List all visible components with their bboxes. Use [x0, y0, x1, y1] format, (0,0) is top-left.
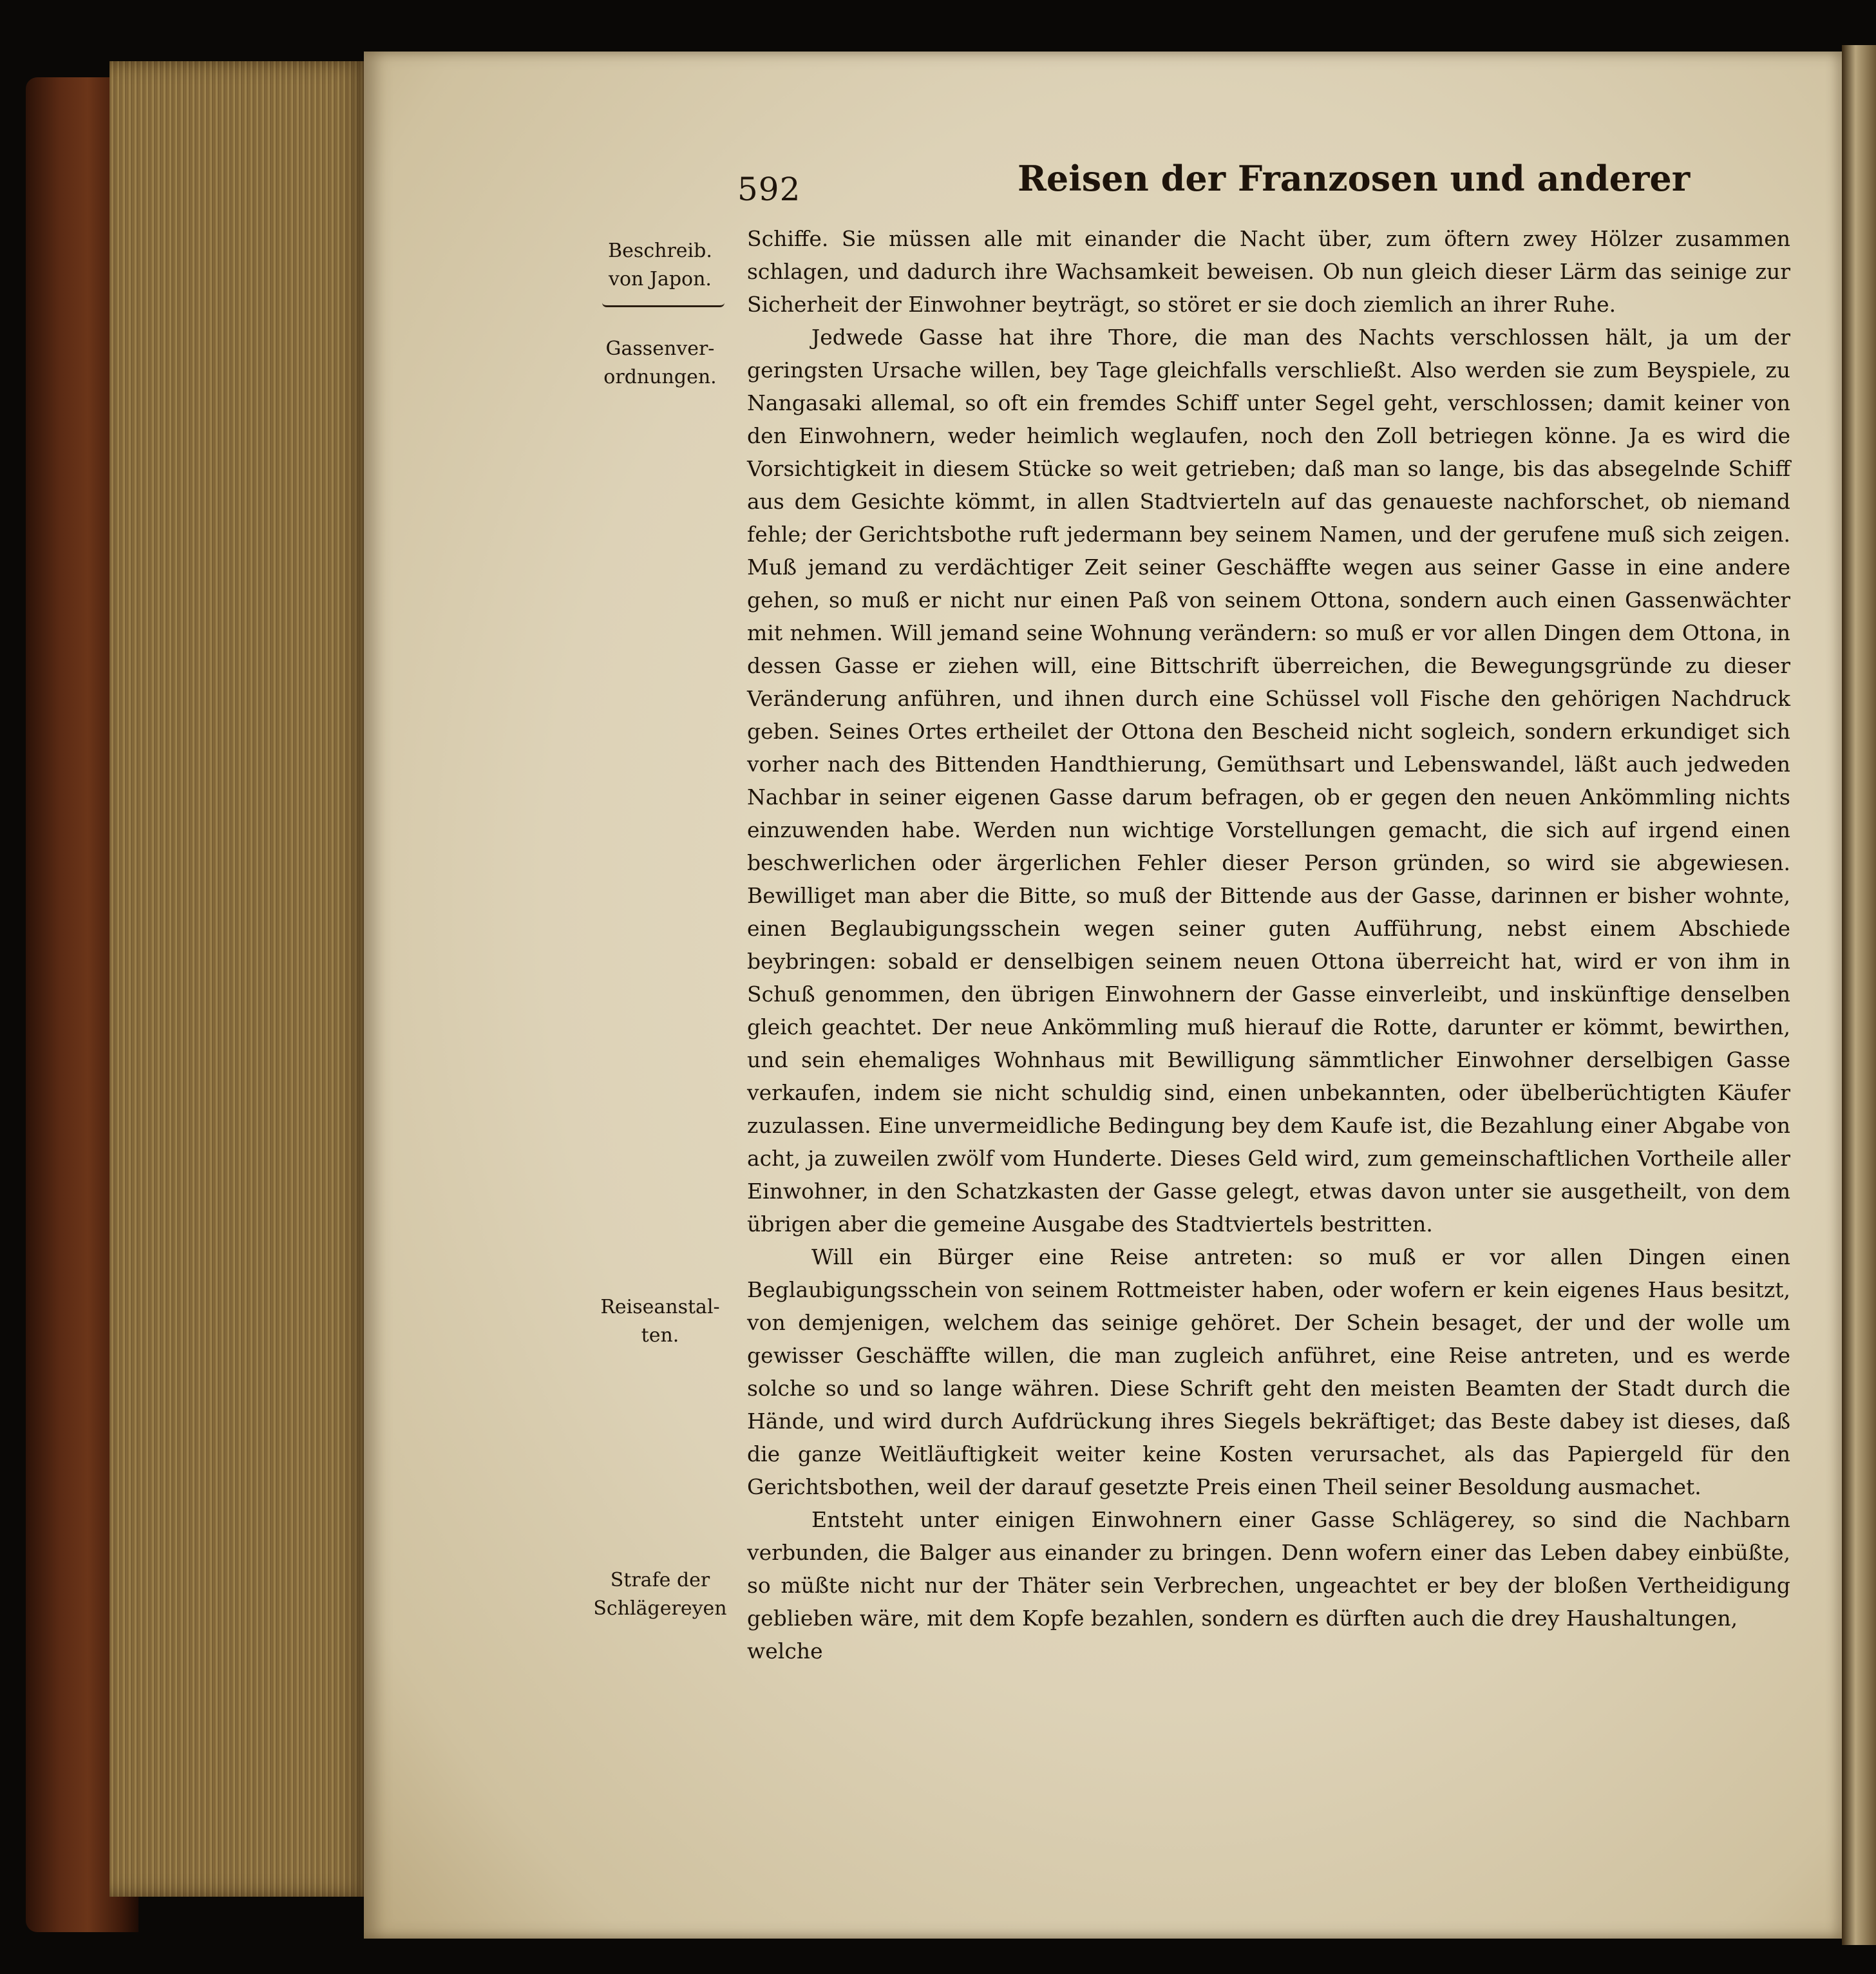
paragraph: Jedwede Gasse hat ihre Thore, die man des Nachts verschlossen hält, ja um der geringsten Ursache willen, bey Tage gleichfalls verschließt. Also werden sie zum Beyspiele, zu Nangasaki allemal, so oft ein fremdes Schiff unter Segel geht, verschlossen; damit keiner von den Einwohnern, weder heimlich weglaufen, noch den Zoll betriegen könne. Ja es wird die Vorsichtigkeit in diesem Stücke so weit getrieben; daß man so lange, bis das absegelnde Schiff aus dem Gesichte kömmt, in allen Stadtvierteln auf das genaueste nachforschet, ob niemand fehle; der Gerichtsbothe ruft jedermann bey seinem Namen, und der gerufene muß sich zeigen. Muß jemand zu verdächtiger Zeit seiner Geschäffte wegen aus seiner Gasse in eine andere gehen, so muß er nicht nur einen Paß von seinem Ottona, sondern auch einen Gassenwächter mit nehmen. Will jemand seine Wohnung verändern: so muß er vor allen Dingen dem Ottona, in dessen Gasse er ziehen will, eine Bittschrift überreichen, die Bewegungsgründe zu dieser Veränderung anführen, und ihnen durch eine Schüssel voll Fische den gehörigen Nachdruck geben. Seines Ortes ertheilet der Ottona den Bescheid nicht sogleich, sondern erkundiget sich vorher nach des Bittenden Handthierung, Gemüthsart und Lebenswandel, läßt auch jedweden Nachbar in seiner eigenen Gasse darum befragen, ob er gegen den neuen Ankömmling nichts einzuwenden habe. Werden nun wichtige Vorstellungen gemacht, die sich auf irgend einen beschwerlichen oder ärgerlichen Fehler dieser Person gründen, so wird sie abgewiesen. Bewilliget man aber die Bitte, so muß der Bittende aus der Gasse, darinnen er bisher wohnte, einen Beglaubigungsschein wegen seiner guten Aufführung, nebst einem Abschiede beybringen: sobald er denselbigen seinem neuen Ottona überreicht hat, wird er von ihm in Schuß genommen, den übrigen Einwohnern der Gasse einverleibt, und inskünftige denselben gleich geachtet. Der neue Ankömmling muß hierauf die Rotte, darunter er kömmt, bewirthen, und sein ehemaliges Wohnhaus mit Bewilligung sämmtlicher Einwohner derselbigen Gasse verkaufen, indem sie nicht schuldig sind, einen unbekannten, oder übelberüchtigten Käufer zuzulassen. Eine unvermeidliche Bedingung bey dem Kaufe ist, die Bezahlung einer Abgabe von acht, ja zuweilen zwölf vom Hunderte. Dieses Geld wird, zum gemeinschaftlichen Vortheile aller Einwohner, in den Schatzkasten der Gasse gelegt, etwas davon unter sie ausgetheilt, von dem übrigen aber die gemeine Ausgabe des Stadtviertels bestritten. — [747, 325, 1790, 1237]
paragraph: Schiffe. Sie müssen alle mit einander die Nacht über, zum öftern zwey Hölzer zusammen schlagen, und dadurch ihre Wachsamkeit beweisen. Ob nun gleich dieser Lärm das seinige zur Sicherheit der Einwohner beyträgt, so störet er sie doch ziemlich an ihrer Ruhe. — [747, 226, 1790, 317]
margin-note-gassenverordnungen: Gassenver- ordnungen. — [603, 337, 717, 388]
margin-note-beschreibung: Beschreib. von Japon. — [608, 240, 712, 290]
margin-note-strafe: Strafe der Schlägereyen — [593, 1569, 727, 1620]
running-head: Reisen der Franzosen und anderer — [1018, 158, 1691, 199]
page-block-edge — [109, 61, 370, 1897]
paragraph: Entsteht unter einigen Einwohnern einer Gasse Schlägerey, so sind die Nachbarn verbunden, die Balger aus einander zu bringen. Denn wofern einer das Leben dabey einbüßte, so müßte nicht nur der Thäter sein Verbrechen, ungeachtet er bey der bloßen Vertheidigung geblieben wäre, mit dem Kopfe bezahlen, sondern es dürften auch die drey Haushaltungen, — [747, 1507, 1790, 1631]
body-text — [747, 222, 1790, 1667]
margin-note-underline — [602, 303, 725, 307]
page-number: 592 — [737, 171, 801, 208]
facing-page-edge — [1842, 45, 1876, 1945]
catchword: welche — [747, 1638, 823, 1664]
margin-note-reiseanstalten: Reiseanstal- ten. — [600, 1296, 720, 1347]
paragraph: Will ein Bürger eine Reise antreten: so muß er vor allen Dingen einen Beglaubigungsschein von seinem Rottmeister haben, oder wofern er kein eigenes Haus besitzt, von demjenigen, welchem das seinige gehöret. Der Schein besaget, der und der wolle um gewisser Geschäffte willen, die man zugleich anführet, eine Reise antreten, und es werde solche so und so lange währen. Diese Schrift geht den meisten Beamten der Stadt durch die Hände, und wird durch Aufdrückung ihres Siegels bekräftiget; das Beste dabey ist dieses, daß die ganze Weitläuftigkeit weiter keine Kosten verursachet, als das Papiergeld für den Gerichtsbothen, weil der darauf gesetzte Preis einen Theil seiner Besoldung ausmachet. — [747, 1244, 1790, 1499]
